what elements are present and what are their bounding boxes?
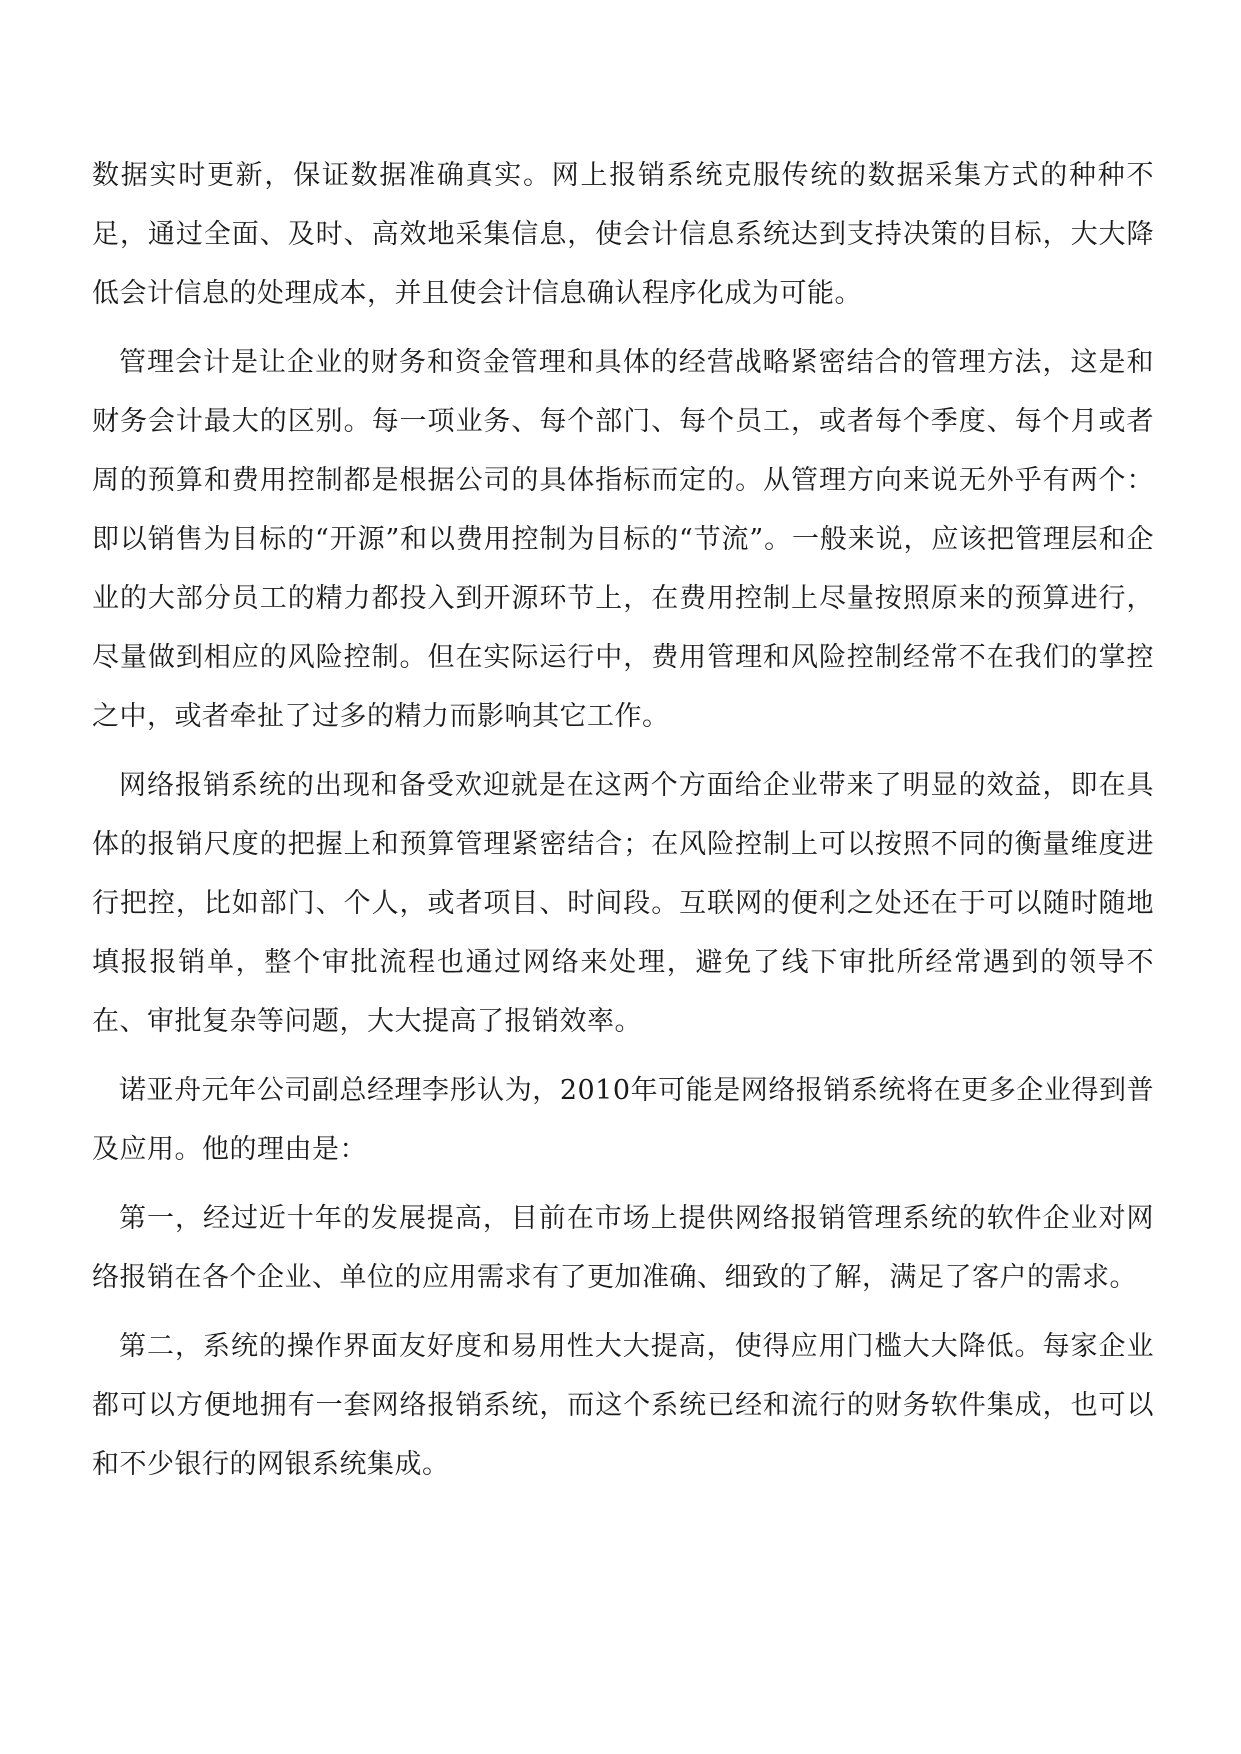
document-page — [92, 146, 1154, 1504]
paragraph-management-accounting: 管理会计是让企业的财务和资金管理和具体的经营战略紧密结合的管理方法，这是和财务会计最大的区别。每一项业务、每个部门、每个员工，或者每个季度、每个月或者周的预算和费用控制都是根据公司的具体指标而定的。从管理方向来说无外乎有两个：即以销售为目标的“开源”和以费用控制为目标的“节流”。一般来说，应该把管理层和企业的大部分员工的精力都投入到开源环节上，在费用控制上尽量按照原来的预算进行，尽量做到相应的风险控制。但在实际运行中，费用管理和风险控制经常不在我们的掌控之中，或者牵扯了过多的精力而影响其它工作。 — [92, 347, 1154, 732]
paragraph-reason-second: 第二，系统的操作界面友好度和易用性大大提高，使得应用门槛大大降低。每家企业都可以方便地拥有一套网络报销系统，而这个系统已经和流行的财务软件集成，也可以和不少银行的网银系统集成。 — [92, 1331, 1154, 1480]
paragraph-executive-opinion: 诺亚舟元年公司副总经理李彤认为，2010年可能是网络报销系统将在更多企业得到普及应用。他的理由是： — [92, 1075, 1154, 1165]
paragraph-continuation: 数据实时更新，保证数据准确真实。网上报销系统克服传统的数据采集方式的种种不足，通过全面、及时、高效地采集信息，使会计信息系统达到支持决策的目标，大大降低会计信息的处理成本，并且使会计信息确认程序化成为可能。 — [92, 160, 1154, 309]
paragraph-reason-first: 第一，经过近十年的发展提高，目前在市场上提供网络报销管理系统的软件企业对网络报销在各个企业、单位的应用需求有了更加准确、细致的了解，满足了客户的需求。 — [92, 1203, 1154, 1293]
paragraph-online-reimbursement: 网络报销系统的出现和备受欢迎就是在这两个方面给企业带来了明显的效益，即在具体的报销尺度的把握上和预算管理紧密结合；在风险控制上可以按照不同的衡量维度进行把控，比如部门、个人，或者项目、时间段。互联网的便利之处还在于可以随时随地填报报销单，整个审批流程也通过网络来处理，避免了线下审批所经常遇到的领导不在、审批复杂等问题，大大提高了报销效率。 — [92, 770, 1154, 1037]
